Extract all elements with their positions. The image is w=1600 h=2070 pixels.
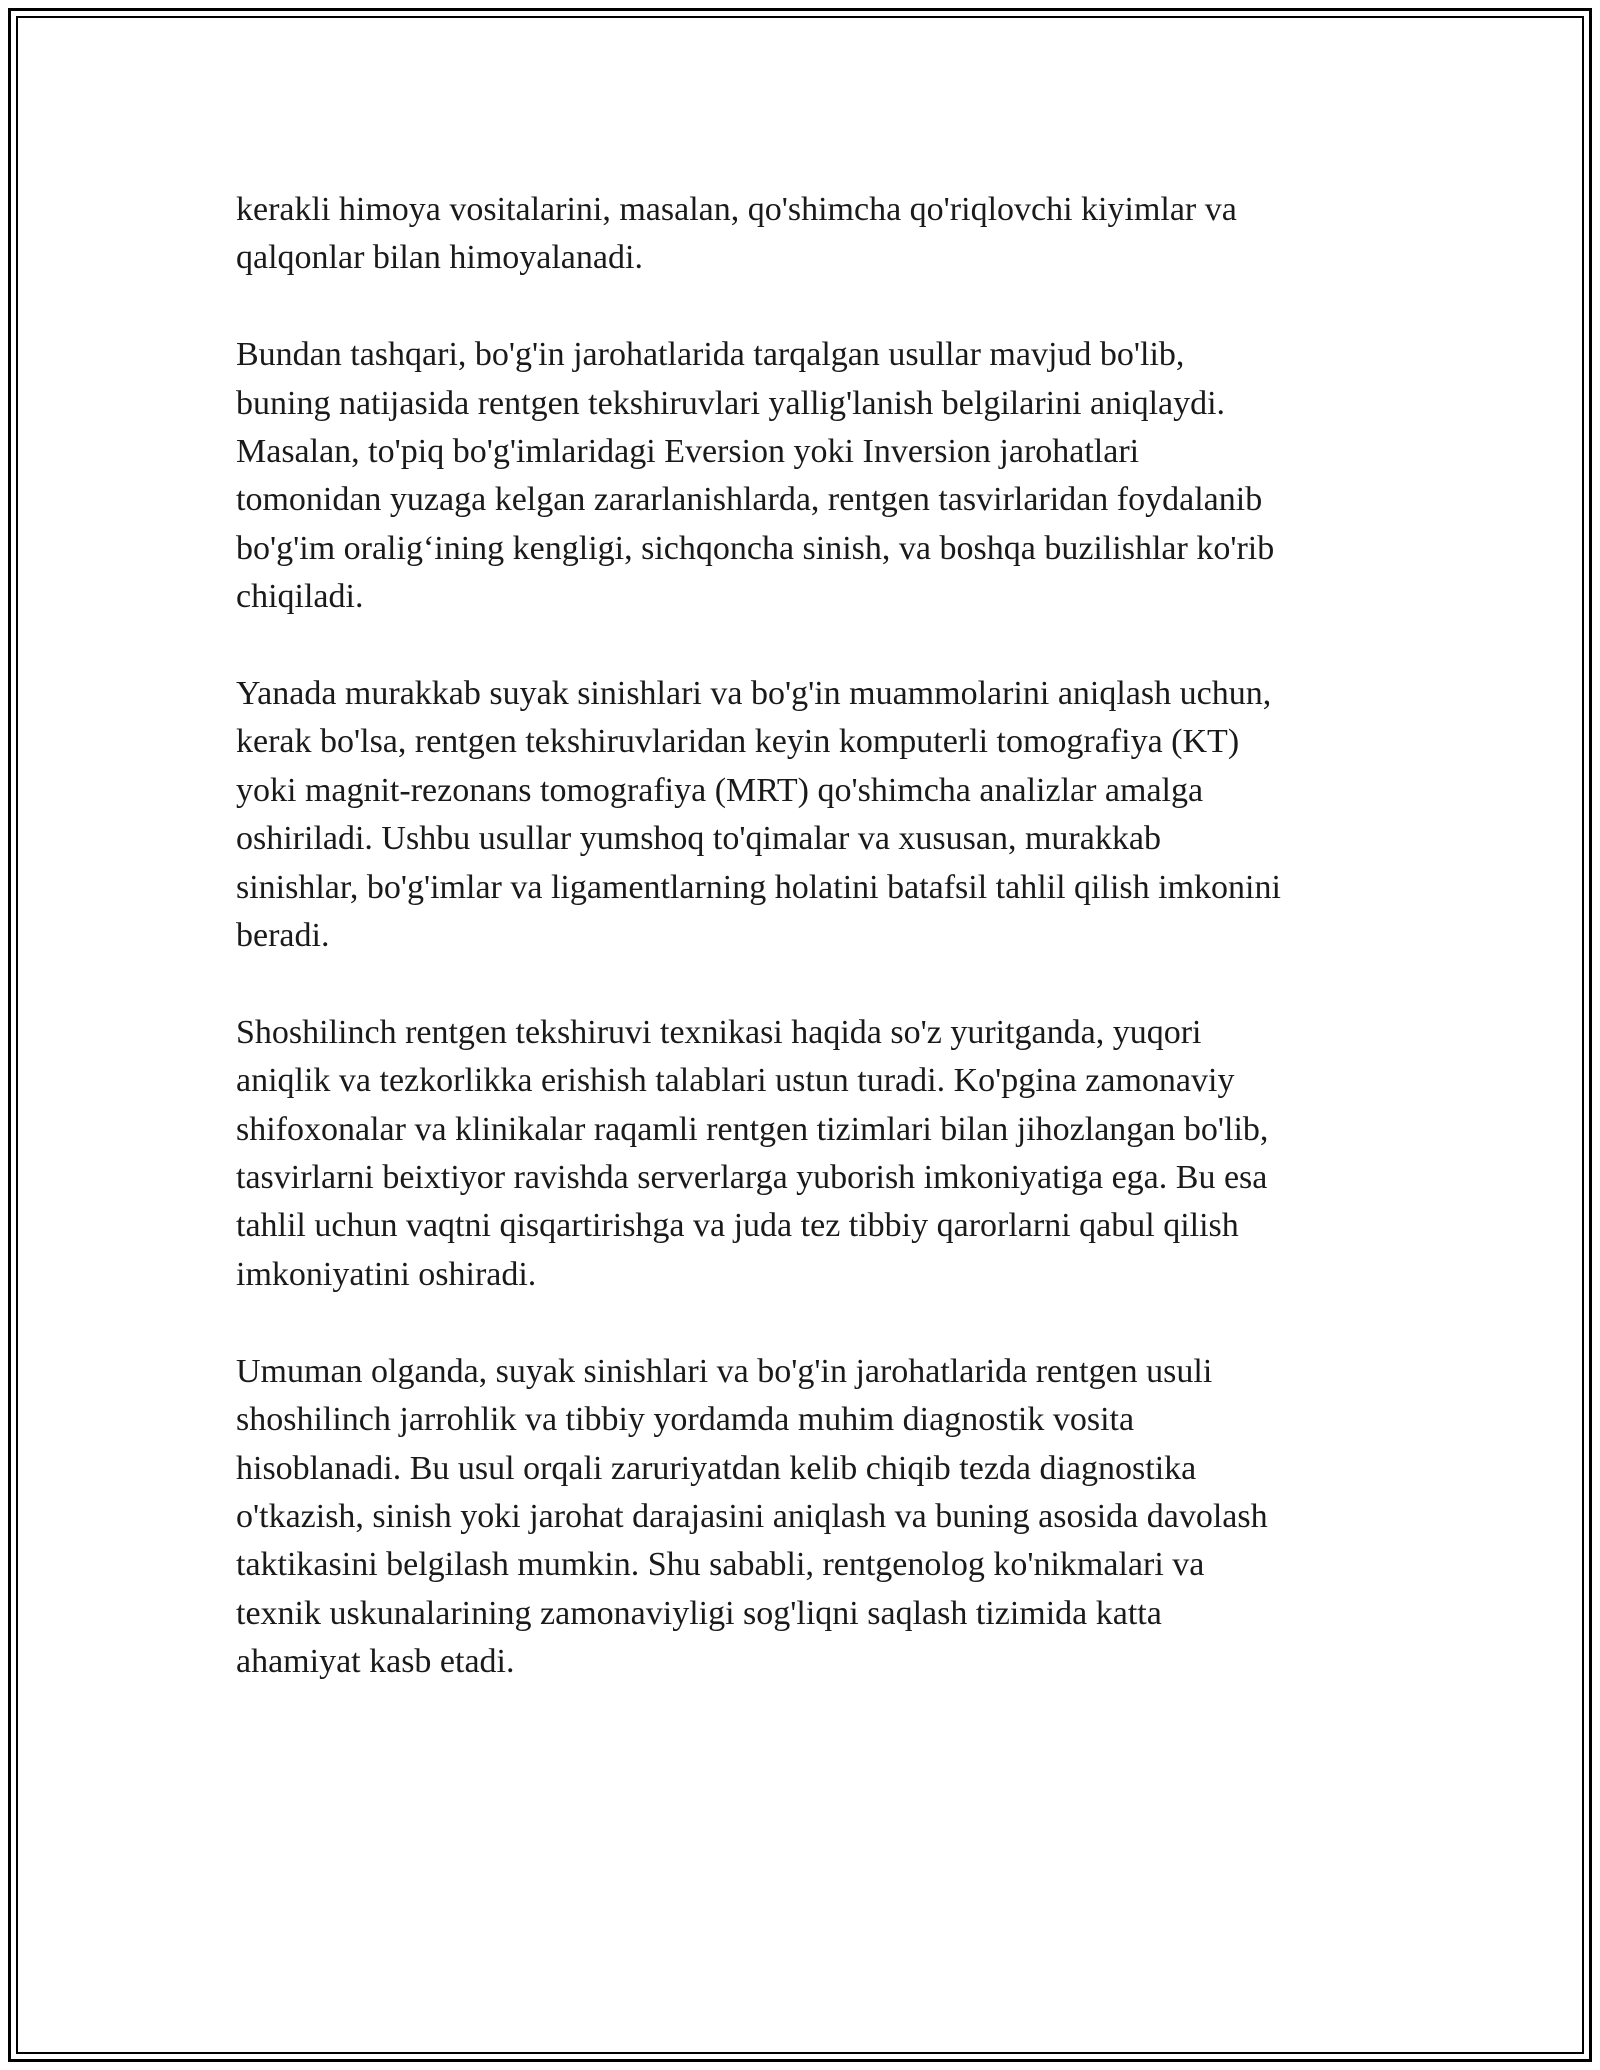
document-body: [236, 186, 1376, 1735]
paragraph: Umuman olganda, suyak sinishlari va bo'g'in jarohatlarida rentgen usuli shoshilinch jarrohlik va tibbiy yordamda muhim diagnostik vosita hisoblanadi. Bu usul orqali zaruriyatdan kelib chiqib tezda diagnostika o'tkazish, sinish yoki jarohat darajasini aniqlash va buning asosida davolash taktikasini belgilash mumkin. Shu sababli, rentgenolog ko'nikmalari va texnik uskunalarining zamonaviyligi sog'liqni saqlash tizimida katta ahamiyat kasb etadi.: [236, 1352, 1268, 1681]
paragraph: Yanada murakkab suyak sinishlari va bo'g'in muammolarini aniqlash uchun, kerak bo'lsa, rentgen tekshiruvlaridan keyin komputerli tomografiya (KT) yoki magnit-rezonans tomografiya (MRT) qo'shimcha analizlar amalga oshiriladi. Ushbu usullar yumshoq to'qimalar va xususan, murakkab sinishlar, bo'g'imlar va ligamentlarning holatini batafsil tahlil qilish imkonini beradi.: [236, 675, 1281, 955]
paragraph: kerakli himoya vositalarini, masalan, qo'shimcha qo'riqlovchi kiyimlar va qalqonlar bilan himoyalanadi.: [236, 191, 1237, 277]
paragraph: Bundan tashqari, bo'g'in jarohatlarida tarqalgan usullar mavjud bo'lib, buning natijasida rentgen tekshiruvlari yallig'lanish belgilarini aniqlaydi. Masalan, to'piq bo'g'imlaridagi Eversion yoki Inversion jarohatlari tomonidan yuzaga kelgan zararlanishlarda, rentgen tasvirlaridan foydalanib bo'g'im oralig‘ining kengligi, sichqoncha sinish, va boshqa buzilishlar ko'rib chiqiladi.: [236, 336, 1275, 616]
paragraph: Shoshilinch rentgen tekshiruvi texnikasi haqida so'z yuritganda, yuqori aniqlik va tezkorlikka erishish talablari ustun turadi. Ko'pgina zamonaviy shifoxonalar va klinikalar raqamli rentgen tizimlari bilan jihozlangan bo'lib, tasvirlarni beixtiyor ravishda serverlarga yuborish imkoniyatiga ega. Bu esa tahlil uchun vaqtni qisqartirishga va juda tez tibbiy qarorlarni qabul qilish imkoniyatini oshiradi.: [236, 1013, 1269, 1293]
